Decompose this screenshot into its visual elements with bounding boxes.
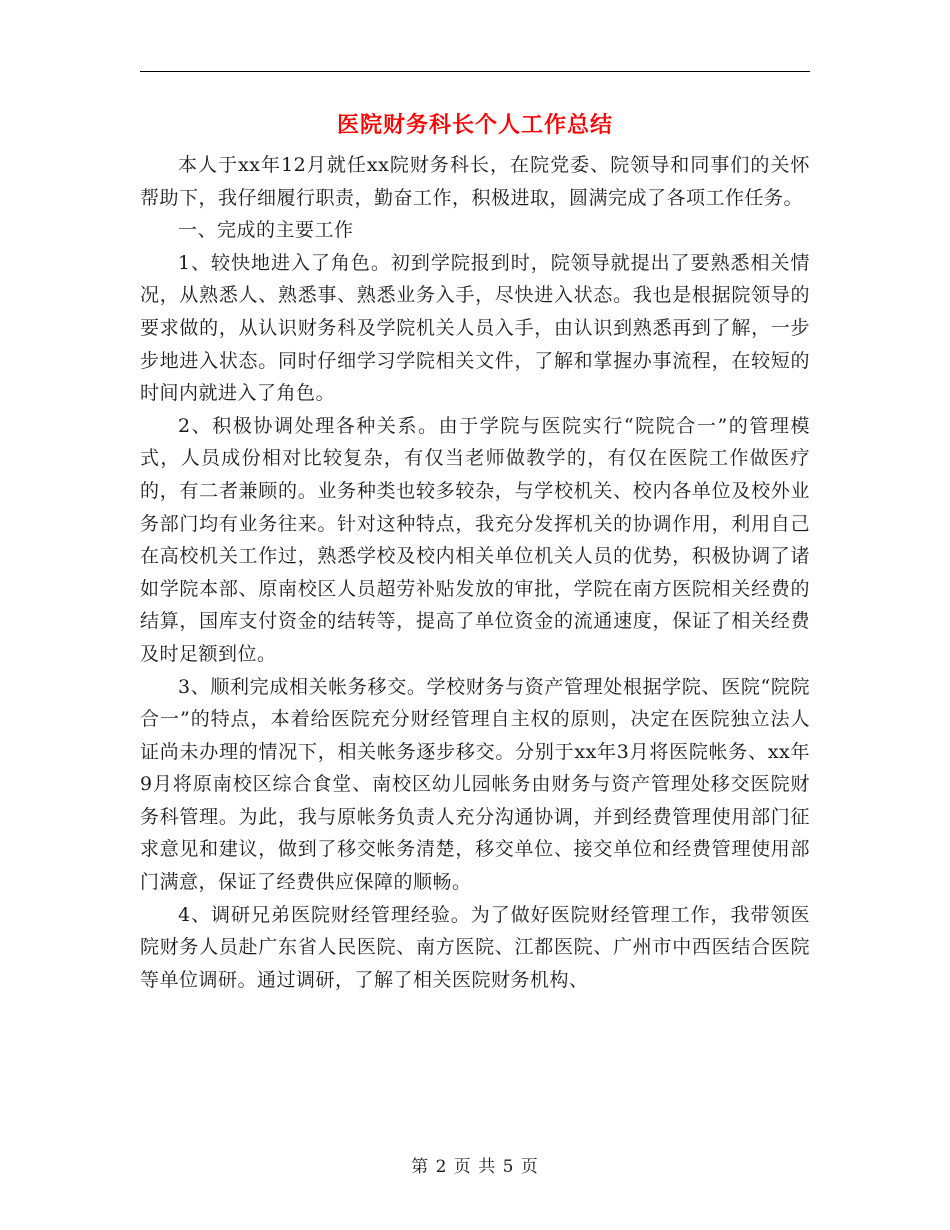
paragraph-intro: 本人于xx年12月就任xx院财务科长，在院党委、院领导和同事们的关怀帮助下，我仔细履行职责，勤奋工作，积极进取，圆满完成了各项工作任务。 xyxy=(140,154,810,209)
paragraph-item-1: 1、较快地进入了角色。初到学院报到时，院领导就提出了要熟悉相关情况，从熟悉人、熟悉事、熟悉业务入手，尽快进入状态。我也是根据院领导的要求做的，从认识财务科及学院机关人员入手，由认识到熟悉再到了解，一步步地进入状态。同时仔细学习学院相关文件，了解和掌握办事流程，在较短的时间内就进入了角色。 xyxy=(140,251,810,405)
section-heading: 一、完成的主要工作 xyxy=(178,219,354,242)
paragraph-item-3: 3、顺利完成相关帐务移交。学校财务与资产管理处根据学院、医院“院院合一”的特点，本着给医院充分财经管理自主权的原则，决定在医院独立法人证尚未办理的情况下，相关帐务逐步移交。分别于xx年3月将医院帐务、xx年9月将原南校区综合食堂、南校区幼儿园帐务由财务与资产管理处移交医院财务科管理。为此，我与原帐务负责人充分沟通协调，并到经费管理使用部门征求意见和建议，做到了移交帐务清楚，移交单位、接交单位和经费管理使用部门满意，保证了经费供应保障的顺畅。 xyxy=(140,675,810,894)
paragraph-item-2: 2、积极协调处理各种关系。由于学院与医院实行“院院合一”的管理模式，人员成份相对比较复杂，有仅当老师做教学的，有仅在医院工作做医疗的，有二者兼顾的。业务种类也较多较杂，与学校机关、校内各单位及校外业务部门均有业务往来。针对这种特点，我充分发挥机关的协调作用，利用自己在高校机关工作过，熟悉学校及校内相关单位机关人员的优势，积极协调了诸如学院本部、原南校区人员超劳补贴发放的审批，学院在南方医院相关经费的结算，国库支付资金的结转等，提高了单位资金的流通速度，保证了相关经费及时足额到位。 xyxy=(140,414,810,665)
document-title: 医院财务科长个人工作总结 xyxy=(336,112,613,138)
paragraph-item-4: 4、调研兄弟医院财经管理经验。为了做好医院财经管理工作，我带领医院财务人员赴广东省人民医院、南方医院、江都医院、广州市中西医结合医院等单位调研。通过调研，了解了相关医院财务机构、 xyxy=(140,903,810,991)
header-rule xyxy=(140,71,810,72)
page-number-footer: 第 2 页 共 5 页 xyxy=(411,1157,539,1177)
document-body xyxy=(140,149,810,996)
